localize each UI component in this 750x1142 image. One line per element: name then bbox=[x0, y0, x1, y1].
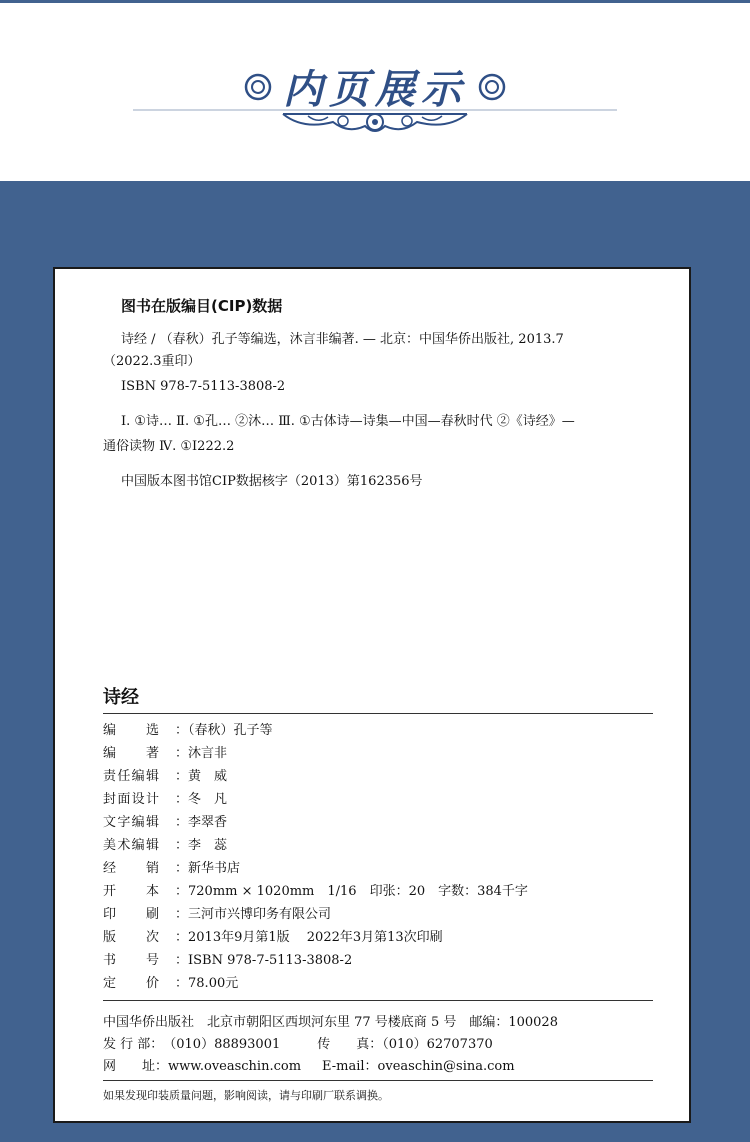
divider-bottom bbox=[103, 1080, 653, 1081]
publisher-address: 中国华侨出版社 北京市朝阳区西坝河东里 77 号楼底商 5 号 邮编：100028 bbox=[103, 1015, 558, 1030]
section-title-text: 内页展示 bbox=[283, 67, 467, 113]
info-row: 编选 ：（春秋）孔子等 bbox=[103, 723, 273, 738]
info-row: 责任编辑 ：黄 威 bbox=[103, 769, 228, 784]
quality-notice: 如果发现印装质量问题，影响阅读，请与印刷厂联系调换。 bbox=[103, 1089, 389, 1102]
cloud-ornament-icon bbox=[133, 104, 617, 138]
cip-line-1: 诗经 / （春秋）孔子等编选，沐言非编著. — 北京：中国华侨出版社, 2013.7 bbox=[121, 332, 564, 347]
cip-isbn: ISBN 978-7-5113-3808-2 bbox=[121, 379, 286, 394]
header-area bbox=[0, 0, 750, 181]
cip-heading: 图书在版编目(CIP)数据 bbox=[121, 297, 283, 315]
cip-class-2: 通俗读物 Ⅳ. ①I222.2 bbox=[103, 439, 235, 454]
info-row: 印刷 ：三河市兴博印务有限公司 bbox=[103, 907, 332, 922]
copyright-page bbox=[53, 267, 691, 1123]
web-row: 网 址：www.oveaschin.com E-mail：oveaschin@sina.com bbox=[103, 1059, 515, 1074]
info-row: 封面设计 ：冬 凡 bbox=[103, 792, 228, 807]
cip-class-1: Ⅰ. ①诗… Ⅱ. ①孔… ②沐… Ⅲ. ①古体诗—诗集—中国—春秋时代 ②《诗经》— bbox=[121, 414, 575, 429]
divider-middle bbox=[103, 1000, 653, 1001]
info-row: 定价 ：78.00元 bbox=[103, 976, 239, 991]
info-row: 版次 ：2013年9月第1版 2022年3月第13次印刷 bbox=[103, 930, 443, 945]
info-row: 文字编辑 ：李翠香 bbox=[103, 815, 228, 830]
info-row: 开本 ：720mm × 1020mm 1/16 印张：20 字数：384千字 bbox=[103, 884, 528, 899]
circle-ornament-right-icon bbox=[478, 73, 506, 101]
divider-top bbox=[103, 713, 653, 714]
info-row: 书号 ：ISBN 978-7-5113-3808-2 bbox=[103, 953, 353, 968]
circle-ornament-left-icon bbox=[244, 73, 272, 101]
cip-record: 中国版本图书馆CIP数据核字（2013）第162356号 bbox=[121, 474, 423, 489]
info-row: 经销 ：新华书店 bbox=[103, 861, 241, 876]
phone-row: 发 行 部：（010）88893001 传 真：（010）62707370 bbox=[103, 1037, 493, 1052]
cip-line-2: （2022.3重印） bbox=[103, 354, 201, 369]
top-rule bbox=[0, 0, 750, 3]
book-title: 诗经 bbox=[103, 687, 139, 708]
info-row: 美术编辑 ：李 蕊 bbox=[103, 838, 228, 853]
info-row: 编著 ：沐言非 bbox=[103, 746, 228, 761]
